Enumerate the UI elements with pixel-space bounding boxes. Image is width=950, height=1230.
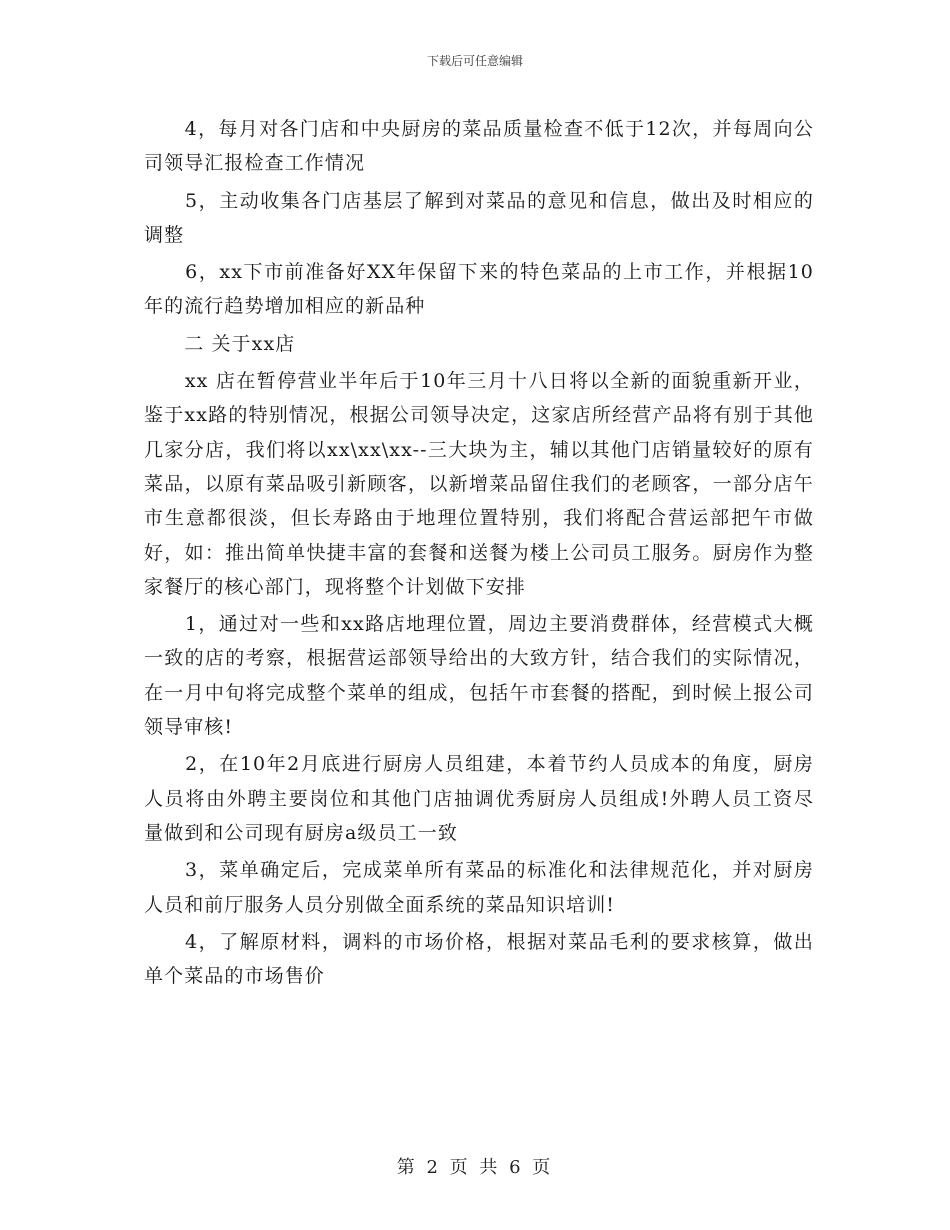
paragraph-collect-feedback: 5，主动收集各门店基层了解到对菜品的意见和信息，做出及时相应的调整 bbox=[144, 189, 814, 246]
paragraph-store-reopening: xx 店在暂停营业半年后于10年三月十八日将以全新的面貌重新开业，鉴于xx路的特别情况，根据公司领导决定，这家店所经营产品将有别于其他几家分店，我们将以xx\xx\xx--三大块为主，辅以其他门店销量较好的原有菜品，以原有菜品吸引新顾客，以新增菜品留住我们的老顾客，一部分店午市生意都很淡，但长寿路由于地理位置特别，我们将配合营运部把午市做好，如：推出简单快捷丰富的套餐和送餐为楼上公司员工服务。厨房作为整家餐厅的核心部门，现将整个计划做下安排 bbox=[144, 370, 814, 598]
document-body bbox=[144, 112, 814, 993]
paragraph-pricing: 4，了解原材料，调料的市场价格，根据对菜品毛利的要求核算，做出单个菜品的市场售价 bbox=[144, 930, 814, 988]
section-heading: 二 关于xx店 bbox=[144, 332, 296, 355]
paragraph-seasonal-dishes: 6，xx下市前准备好XX年保留下来的特色菜品的上市工作，并根据10年的流行趋势增加相应的新品种 bbox=[144, 261, 814, 318]
paragraph-quality-check: 4，每月对各门店和中央厨房的菜品质量检查不低于12次，并每周向公司领导汇报检查工作情况 bbox=[144, 118, 814, 175]
page-header: 下载后可任意编辑 bbox=[426, 54, 523, 68]
paragraph-staffing: 2，在10年2月底进行厨房人员组建，本着节约人员成本的角度，厨房人员将由外聘主要岗位和其他门店抽调优秀厨房人员组成!外聘人员工资尽量做到和公司现有厨房a级员工一致 bbox=[144, 753, 814, 844]
page-footer: 第 2 页 共 6 页 bbox=[396, 1157, 554, 1178]
paragraph-standardization: 3，菜单确定后，完成菜单所有菜品的标准化和法律规范化，并对厨房人员和前厅服务人员分别做全面系统的菜品知识培训! bbox=[144, 859, 814, 916]
paragraph-menu-planning: 1，通过对一些和xx路店地理位置，周边主要消费群体，经营模式大概一致的店的考察，根据营运部领导给出的大致方针，结合我们的实际情况，在一月中旬将完成整个菜单的组成，包括午市套餐的搭配，到时候上报公司领导审核! bbox=[144, 613, 814, 739]
